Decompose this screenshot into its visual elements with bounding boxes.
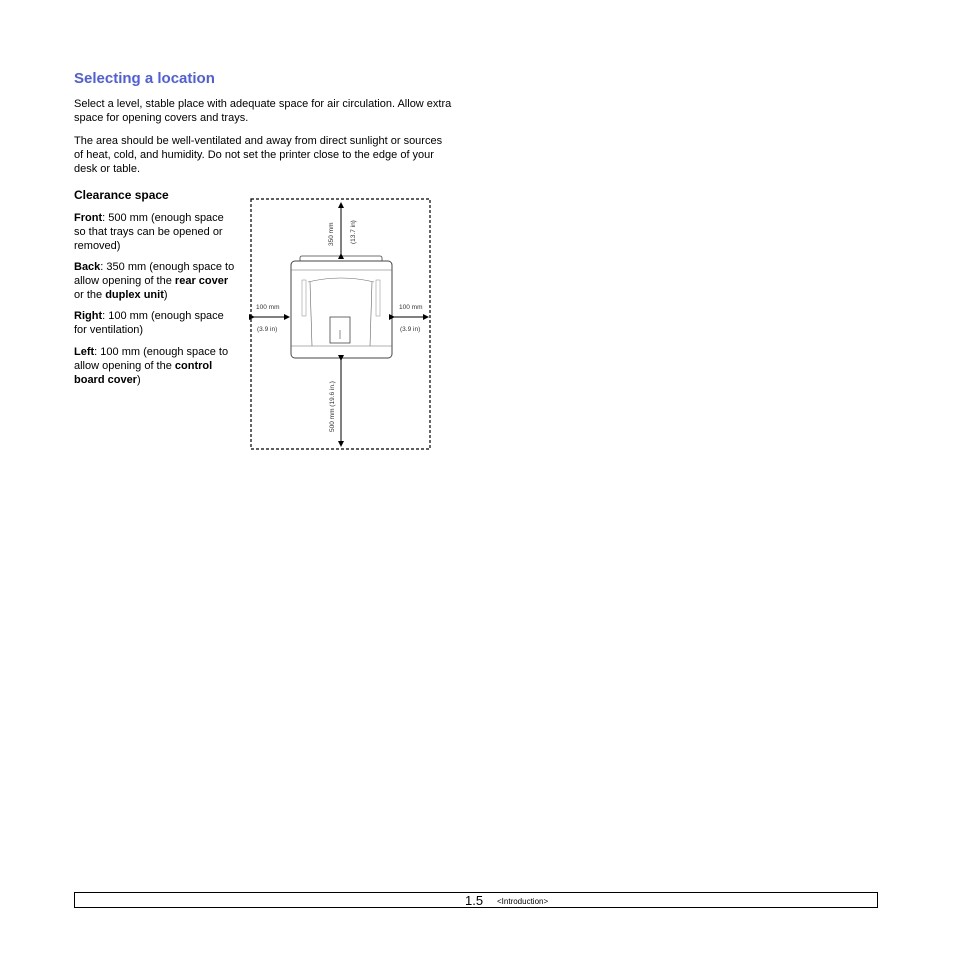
- clearance-left: Left: 100 mm (enough space to allow opening of the control board cover): [74, 346, 229, 386]
- front-label: 500 mm (19.6 in.): [329, 381, 336, 432]
- printer-top-view: [291, 256, 392, 358]
- back-in-label: (13.7 in): [350, 220, 357, 244]
- left-in-label: (3.9 in): [257, 326, 278, 333]
- chapter-name: <Introduction>: [497, 897, 549, 906]
- clearance-title: Clearance space: [74, 188, 169, 202]
- page-number: 1.5: [465, 893, 484, 908]
- right-mm-label: 100 mm: [399, 304, 423, 311]
- intro-paragraph-2: The area should be well-ventilated and away from direct sunlight or sources of heat, cold, and humidity. Do not set the printer close to the edge of your desk or table.: [74, 135, 443, 175]
- intro-paragraph-1: Select a level, stable place with adequate space for air circulation. Allow extra space for opening covers and trays.: [74, 98, 452, 124]
- right-in-label: (3.9 in): [400, 326, 421, 333]
- left-mm-label: 100 mm: [256, 304, 280, 311]
- clearance-front: Front: 500 mm (enough space so that trays can be opened or removed): [74, 212, 224, 252]
- section-title: Selecting a location: [74, 70, 215, 87]
- back-mm-label: 350 mm: [328, 222, 335, 246]
- page-footer: [74, 892, 878, 908]
- clearance-diagram: [248, 196, 434, 452]
- clearance-right: Right: 100 mm (enough space for ventilation): [74, 310, 224, 336]
- clearance-back: Back: 350 mm (enough space to allow opening of the rear cover or the duplex unit): [74, 261, 235, 301]
